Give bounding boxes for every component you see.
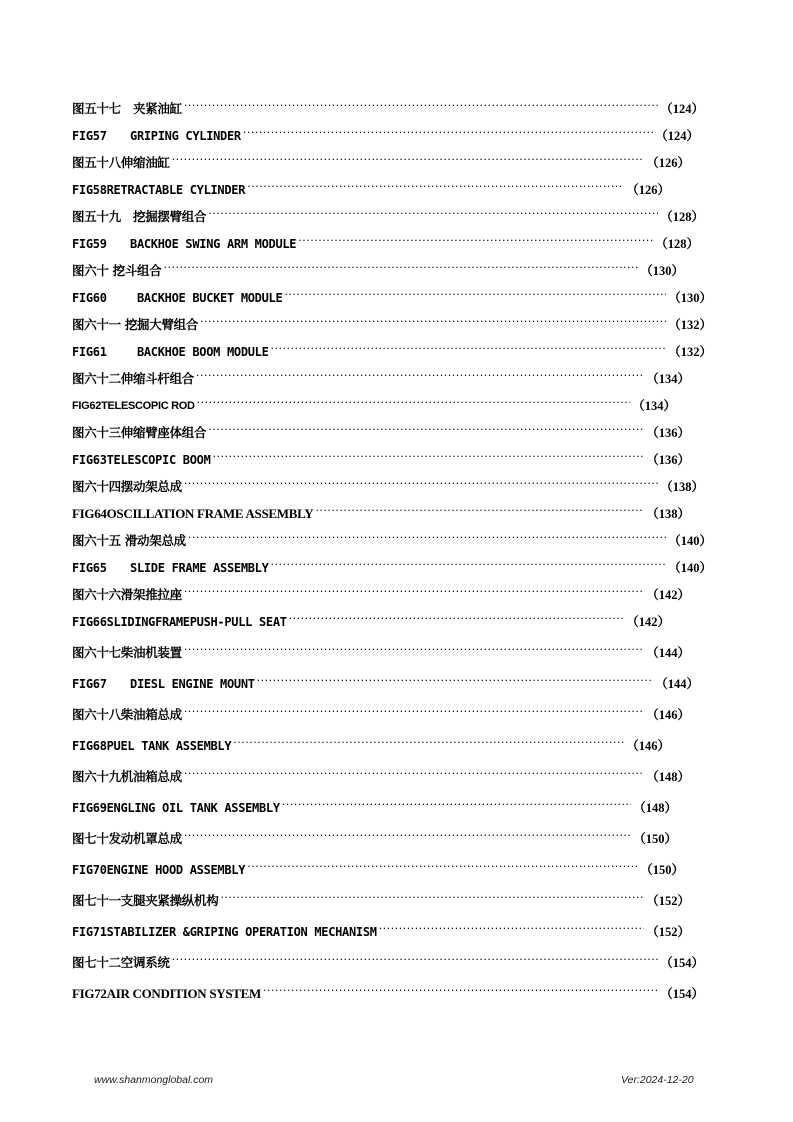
toc-entry-page: （146） — [646, 708, 690, 722]
toc-entry[interactable] — [72, 922, 690, 942]
footer-version: Ver:2024-12-20 — [621, 1074, 694, 1086]
toc-entry-label: FIG65 SLIDE FRAME ASSEMBLY — [72, 561, 269, 575]
dot-leader — [184, 640, 644, 660]
toc-entry-page: （124） — [660, 102, 704, 116]
toc-entry[interactable] — [72, 984, 704, 1004]
dot-leader — [289, 609, 625, 629]
dot-leader — [208, 420, 644, 440]
dot-leader — [184, 826, 631, 846]
toc-entry-label: FIG62TELESCOPIC ROD — [72, 400, 195, 412]
toc-entry[interactable] — [72, 315, 712, 335]
toc-entry-label: 图六十五 滑动架总成 — [72, 533, 186, 548]
toc-entry-label: FIG59 BACKHOE SWING ARM MODULE — [72, 237, 297, 251]
dot-leader — [197, 393, 631, 413]
toc-entry-page: （152） — [646, 894, 690, 908]
toc-entry[interactable] — [72, 705, 690, 725]
footer-website[interactable]: www.shanmonglobal.com — [94, 1074, 214, 1086]
toc-entry-label: 图五十九 挖掘摆臂组合 — [72, 209, 207, 224]
toc-entry-page: （126） — [626, 183, 670, 197]
toc-entry[interactable] — [72, 153, 690, 173]
toc-entry-label: 图六十二伸缩斗杆组合 — [72, 371, 195, 386]
toc-entry-page: （138） — [660, 480, 704, 494]
toc-entry[interactable] — [72, 450, 690, 470]
toc-entry-page: （144） — [646, 646, 690, 660]
toc-entry-label: FIG58RETRACTABLE CYLINDER — [72, 183, 246, 197]
toc-entry-page: （138） — [646, 507, 690, 521]
dot-leader — [257, 671, 654, 691]
toc-entry-page: （134） — [646, 372, 690, 386]
toc-entry[interactable] — [72, 288, 712, 308]
toc-entry-page: （128） — [655, 237, 699, 251]
dot-leader — [233, 733, 624, 753]
dot-leader — [271, 339, 667, 359]
toc-entry-label: FIG61 BACKHOE BOOM MODULE — [72, 345, 269, 359]
toc-entry-page: （154） — [660, 987, 704, 1001]
dot-leader — [282, 795, 631, 815]
dot-leader — [184, 474, 658, 494]
dot-leader — [184, 764, 644, 784]
toc-entry[interactable] — [72, 234, 699, 254]
toc-entry-page: （152） — [646, 925, 690, 939]
dot-leader — [315, 501, 644, 521]
toc-entry[interactable] — [72, 891, 690, 911]
toc-entry-page: （150） — [640, 863, 684, 877]
toc-entry[interactable] — [72, 126, 699, 146]
dot-leader — [213, 447, 645, 467]
toc-entry-label: 图六十六滑架推拉座 — [72, 587, 182, 602]
toc-entry-page: （140） — [668, 561, 712, 575]
dot-leader — [184, 582, 644, 602]
toc-entry[interactable] — [72, 423, 690, 443]
toc-entry-label: FIG63TELESCOPIC BOOM — [72, 453, 211, 467]
toc-entry-page: （132） — [668, 318, 712, 332]
toc-entry-page: （150） — [633, 832, 677, 846]
toc-entry-label: 图六十一 挖掘大臂组合 — [72, 317, 199, 332]
toc-entry-label: 图六十四摆动架总成 — [72, 479, 182, 494]
toc-entry[interactable] — [72, 953, 704, 973]
toc-entry-page: （148） — [633, 801, 677, 815]
dot-leader — [172, 950, 659, 970]
toc-entry-label: FIG69ENGLING OIL TANK ASSEMBLY — [72, 801, 280, 815]
toc-entry-page: （154） — [660, 956, 704, 970]
toc-entry-label: FIG67 DIESL ENGINE MOUNT — [72, 677, 255, 691]
toc-entry[interactable] — [72, 99, 704, 119]
toc-entry[interactable] — [72, 585, 690, 605]
toc-entry-page: （148） — [646, 770, 690, 784]
dot-leader — [247, 177, 624, 197]
dot-leader — [200, 312, 666, 332]
dot-leader — [172, 150, 645, 170]
toc-entry[interactable] — [72, 829, 677, 849]
toc-entry[interactable] — [72, 736, 670, 756]
toc-entry[interactable] — [72, 207, 704, 227]
dot-leader — [163, 258, 638, 278]
toc-entry-label: FIG68PUEL TANK ASSEMBLY — [72, 739, 232, 753]
dot-leader — [220, 888, 644, 908]
toc-entry[interactable] — [72, 798, 677, 818]
dot-leader — [379, 919, 645, 939]
toc-entry-label: FIG72AIR CONDITION SYSTEM — [72, 986, 261, 1001]
dot-leader — [271, 555, 667, 575]
dot-leader — [184, 96, 658, 116]
dot-leader — [188, 528, 666, 548]
toc-entry-page: （136） — [646, 426, 690, 440]
toc-entry[interactable] — [72, 612, 670, 632]
toc-entry[interactable] — [72, 180, 670, 200]
dot-leader — [208, 204, 658, 224]
toc-entry[interactable] — [72, 674, 699, 694]
dot-leader — [284, 285, 666, 305]
toc-entry-label: FIG70ENGINE HOOD ASSEMBLY — [72, 863, 246, 877]
toc-entry-label: 图六十七柴油机装置 — [72, 645, 182, 660]
toc-entry-label: FIG71STABILIZER &GRIPING OPERATION MECHANISM — [72, 925, 377, 939]
toc-entry-page: （146） — [626, 739, 670, 753]
toc-entry-label: 图七十发动机罩总成 — [72, 831, 182, 846]
toc-entry[interactable] — [72, 504, 690, 524]
toc-entry[interactable] — [72, 477, 704, 497]
toc-entry-page: （126） — [646, 156, 690, 170]
toc-entry-page: （130） — [640, 264, 684, 278]
toc-entry-label: FIG60 BACKHOE BUCKET MODULE — [72, 291, 283, 305]
toc-entry-label: FIG66SLIDINGFRAMEPUSH-PULL SEAT — [72, 615, 287, 629]
toc-entry-page: （142） — [626, 615, 670, 629]
toc-entry[interactable] — [72, 558, 712, 578]
toc-entry-page: （134） — [632, 399, 676, 413]
dot-leader — [247, 857, 638, 877]
toc-entry[interactable] — [72, 396, 676, 416]
toc-entry-label: FIG64OSCILLATION FRAME ASSEMBLY — [72, 506, 314, 521]
toc-entry-label: 图六十八柴油箱总成 — [72, 707, 182, 722]
dot-leader — [243, 123, 653, 143]
dot-leader — [263, 981, 658, 1001]
toc-entry-label: FIG57 GRIPING CYLINDER — [72, 129, 241, 143]
dot-leader — [298, 231, 653, 251]
toc-entry-label: 图六十 挖斗组合 — [72, 263, 162, 278]
toc-entry-page: （136） — [646, 453, 690, 467]
toc-entry[interactable] — [72, 261, 684, 281]
dot-leader — [196, 366, 644, 386]
toc-entry-page: （124） — [655, 129, 699, 143]
toc-entry-page: （144） — [655, 677, 699, 691]
toc-entry[interactable] — [72, 531, 712, 551]
toc-entry-label: 图六十三伸缩臂座体组合 — [72, 425, 207, 440]
toc-entry[interactable] — [72, 767, 690, 787]
toc-entry-label: 图五十七 夹紧油缸 — [72, 101, 182, 116]
toc-entry-label: 图五十八伸缩油缸 — [72, 155, 170, 170]
toc-entry-label: 图七十一支腿夹紧操纵机构 — [72, 893, 219, 908]
toc-entry-page: （130） — [668, 291, 712, 305]
toc-entry-page: （140） — [668, 534, 712, 548]
toc-entry-page: （128） — [660, 210, 704, 224]
dot-leader — [184, 702, 644, 722]
toc-entry-page: （132） — [668, 345, 712, 359]
toc-entry[interactable] — [72, 369, 690, 389]
toc-entry-page: （142） — [646, 588, 690, 602]
toc-entry[interactable] — [72, 860, 684, 880]
toc-entry-label: 图六十九机油箱总成 — [72, 769, 182, 784]
toc-entry-label: 图七十二空调系统 — [72, 955, 170, 970]
toc-entry[interactable] — [72, 643, 690, 663]
toc-entry[interactable] — [72, 342, 712, 362]
